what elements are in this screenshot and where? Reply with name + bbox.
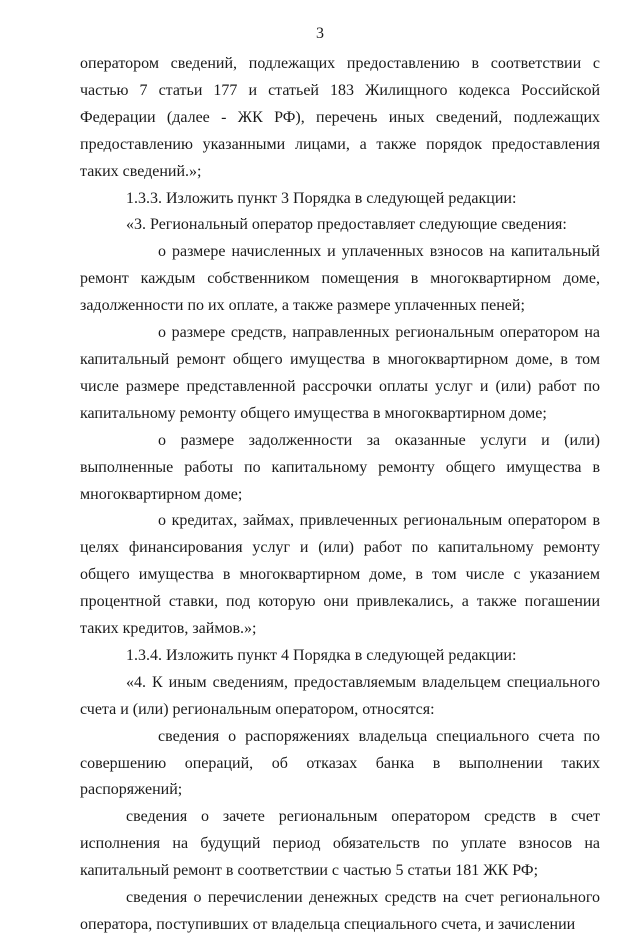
paragraph-point-3-intro: «3. Региональный оператор предоставляет следующие сведения: bbox=[126, 216, 567, 234]
paragraph-funds-directed: о размере средств, направленных региональным оператором на капитальный ремонт общего имущества в многоквартирном доме, в том числе размере представленной рассрочки оплаты услуг и (или) работ по капитальному ремонту общего имущества в многоквартирном доме; bbox=[80, 324, 600, 422]
paragraph-debt-services: о размере задолженности за оказанные услуги и (или) выполненные работы по капитальному ремонту общего имущества в многоквартирном доме; bbox=[80, 431, 600, 503]
page-number: 3 bbox=[316, 25, 324, 42]
paragraph-item-1-3-3: 1.3.3. Изложить пункт 3 Порядка в следующей редакции: bbox=[126, 189, 517, 207]
paragraph-offset-info: сведения о зачете региональным оператором средств в счет исполнения на будущий период обязательств по уплате взносов на капитальный ремонт в соответствии с частью 5 статьи 181 ЖК РФ; bbox=[80, 808, 600, 880]
paragraph-point-4-intro: «4. К иным сведениям, предоставляемым владельцем специального счета и (или) региональным оператором, относятся: bbox=[80, 673, 600, 718]
paragraph-item-1-3-4: 1.3.4. Изложить пункт 4 Порядка в следующей редакции: bbox=[126, 646, 517, 664]
paragraph-orders-info: сведения о распоряжениях владельца специального счета по совершению операций, об отказах банка в выполнении таких распоряжений; bbox=[80, 727, 600, 799]
paragraph-credits-loans: о кредитах, займах, привлеченных региональным оператором в целях финансирования услуг и (или) работ по капитальному ремонту общего имущества в многоквартирном доме, в том числе с указанием процентной ставки, под которую они привлекались, а также погашении таких кредитов, займов.»; bbox=[80, 512, 600, 638]
paragraph-continuation: оператором сведений, подлежащих предоставлению в соответствии с частью 7 статьи 177 и статьей 183 Жилищного кодекса Российской Федерации (далее - ЖК РФ), перечень иных сведений, подлежащих предоставлению указанными лицами, а также порядок предоставления таких сведений.»; bbox=[80, 55, 600, 180]
document-body bbox=[80, 51, 600, 939]
paragraph-contributions: о размере начисленных и уплаченных взносов на капитальный ремонт каждым собственником помещения в многоквартирном доме, задолженности по их оплате, а также размере уплаченных пеней; bbox=[80, 243, 600, 315]
paragraph-transfer-info: сведения о перечислении денежных средств на счет регионального оператора, поступивших от владельца специального счета, и зачислении bbox=[80, 889, 600, 933]
